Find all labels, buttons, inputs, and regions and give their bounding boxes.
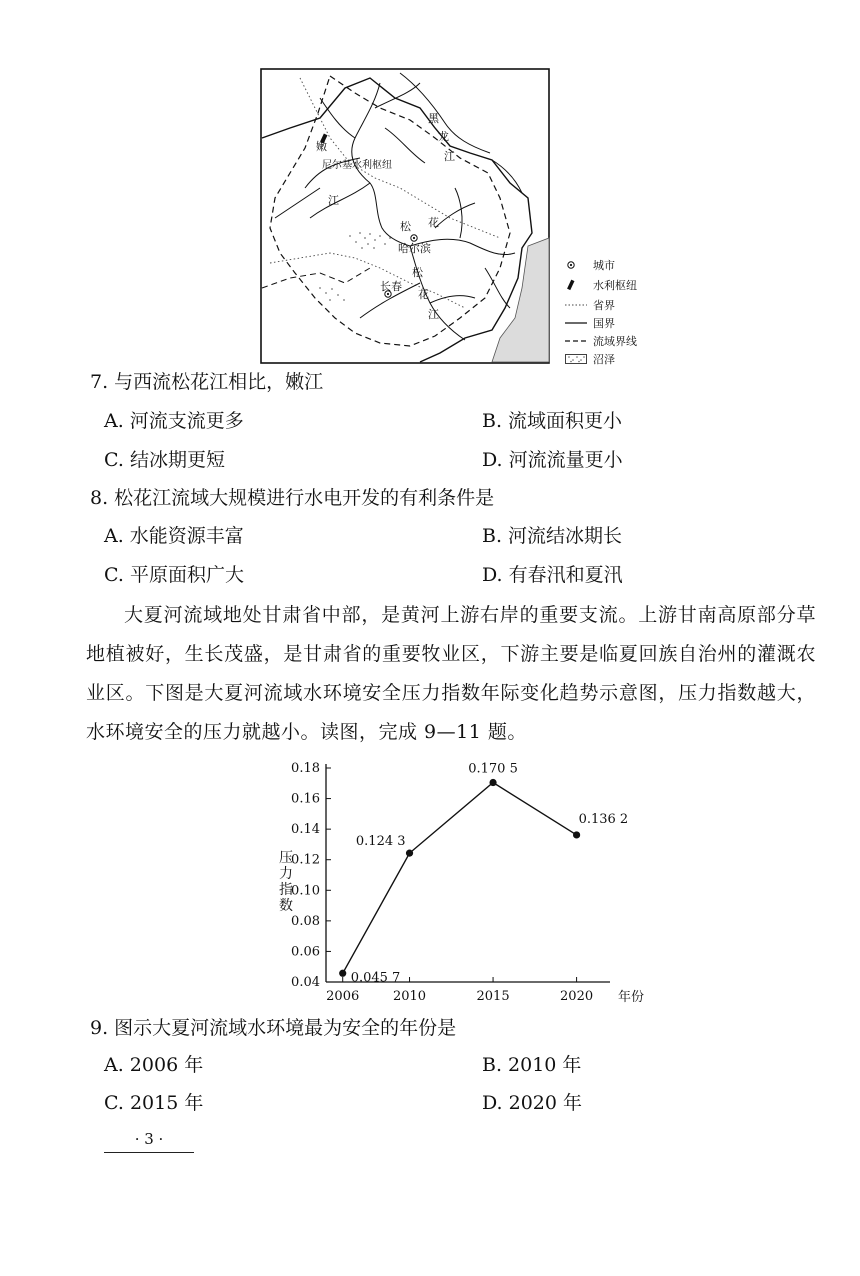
y-tick-label: 0.16 [291,791,320,807]
legend-label-marsh: 沼泽 [593,353,615,366]
data-label: 0.124 3 [355,834,406,850]
question-8-option-a[interactable]: A. 水能资源丰富 [104,525,244,547]
x-tick-label: 2020 [560,989,594,1004]
map-label-jiang3: 江 [428,308,439,321]
dam-legend-icon [565,279,587,291]
question-9-option-a[interactable]: A. 2006 年 [104,1054,204,1076]
map-label-jiang2: 江 [444,150,455,163]
data-point [406,850,413,857]
question-9-stem: 9. 图示大夏河流域水环境最为安全的年份是 [90,1017,457,1039]
data-point [489,779,496,786]
question-9-option-b[interactable]: B. 2010 年 [482,1054,582,1076]
question-9-option-c[interactable]: C. 2015 年 [104,1092,204,1114]
question-8-option-d[interactable]: D. 有春汛和夏汛 [482,564,623,586]
y-tick-label: 0.12 [291,852,320,868]
pressure-index-chart [270,752,650,1012]
x-tick-label: 2010 [392,989,427,1004]
map-label-hua1: 花 [428,216,439,229]
legend-row-national [565,315,615,331]
map-label-hei: 黑 [428,112,439,125]
map-svg [260,68,550,364]
question-8-stem: 8. 松花江流域大规模进行水电开发的有利条件是 [90,487,495,509]
data-label: 0.170 5 [468,761,518,777]
legend-row-dam [565,277,637,293]
data-point [573,831,580,838]
y-axis-label-text: 压力指数 [279,850,293,914]
map-label-nierji: 尼尔基水利枢纽 [322,160,392,171]
data-point [339,970,346,977]
passage-text: 大夏河流域地处甘肃省中部，是黄河上游右岸的重要支流。上游甘南高原部分草地植被好，生长茂盛，是甘肃省的重要牧业区，下游主要是临夏回族自治州的灌溉农业区。下图是大夏河流域水环境安全压力指数年际变化趋势示意图，压力指数越大，水环境安全的压力就越小。读图，完成 9—11 题。 [86,604,816,743]
legend-label-national: 国界 [593,317,615,330]
question-7-option-c[interactable]: C. 结冰期更短 [104,449,225,471]
map-label-nen: 嫩 [316,140,327,153]
question-7-option-a[interactable]: A. 河流支流更多 [104,410,244,432]
city-legend-icon [565,259,587,271]
y-tick-label: 0.10 [291,883,320,899]
map-label-song1: 松 [400,220,411,233]
map-label-long: 龙 [438,130,449,143]
legend-row-city [565,257,615,273]
map-label-hua2: 花 [418,288,429,301]
legend-label-dam: 水利枢纽 [593,279,637,292]
y-tick-label: 0.18 [291,761,320,776]
chart-svg [270,752,650,1012]
data-label: 0.136 2 [578,811,629,827]
data-label: 0.045 7 [350,970,401,986]
marsh-legend-icon [565,353,587,365]
question-8-option-c[interactable]: C. 平原面积广大 [104,564,244,586]
question-9-option-d[interactable]: D. 2020 年 [482,1092,583,1114]
y-tick-label: 0.14 [291,822,320,838]
legend-row-province [565,297,615,313]
legend-label-basin: 流域界线 [593,335,637,348]
y-tick-label: 0.04 [291,975,320,990]
map-figure [260,68,550,364]
page-number: · 3 · [104,1130,194,1153]
map-label-changchun: 长春 [380,280,402,293]
map-label-song2: 松 [412,266,423,279]
legend-label-province: 省界 [593,299,615,312]
basin-boundary-legend-icon [565,335,587,347]
x-tick-label: 2015 [476,989,510,1004]
question-7-option-d[interactable]: D. 河流流量更小 [482,449,623,471]
national-boundary-legend-icon [565,317,587,329]
x-axis-label: 年份 [618,990,645,1005]
legend-row-marsh [565,351,615,367]
question-7-stem: 7. 与西流松花江相比，嫩江 [90,371,324,393]
y-tick-label: 0.08 [291,913,320,929]
map-label-jiang1: 江 [328,194,339,207]
legend-row-basin [565,333,637,349]
x-tick-label: 2006 [326,989,360,1004]
legend-label-city: 城市 [593,259,615,272]
y-tick-label: 0.06 [291,944,320,960]
question-8-option-b[interactable]: B. 河流结冰期长 [482,525,623,547]
y-axis-label [278,850,294,914]
series-line [343,783,577,974]
question-7-option-b[interactable]: B. 流域面积更小 [482,410,623,432]
map-label-haerbin: 哈尔滨 [398,242,431,255]
province-boundary-legend-icon [565,299,587,311]
